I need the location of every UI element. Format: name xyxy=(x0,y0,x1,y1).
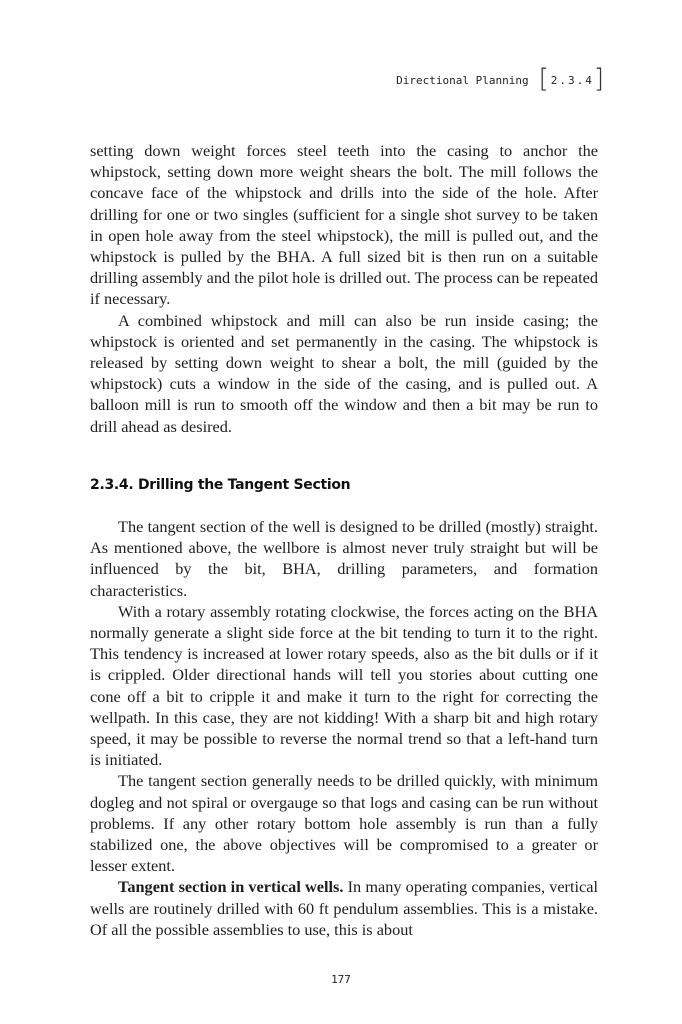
paragraph-tangent-drilling: The tangent section generally needs to be drilled quickly, with minimum dogleg and not spiral or overgauge so that logs and casing can be run without problems. If any other rotary bottom hole assembly is run than a fully stabilized one, the above objectives will be compromised to a greater or lesser extent. xyxy=(90,771,598,876)
close-bracket-glyph: ] xyxy=(593,64,606,94)
text-block-tangent xyxy=(90,516,598,940)
open-bracket-glyph: [ xyxy=(538,64,551,94)
paragraph-vertical-wells xyxy=(90,876,598,940)
text-block-whipstock xyxy=(90,140,598,437)
paragraph-whipstock-continued: setting down weight forces steel teeth into the casing to anchor the whipstock, setting down more weight shears the bolt. The mill follows the concave face of the whipstock and drills into the side of the hole. After drilling for one or two singles (sufficient for a single shot survey to be taken in open hole away from the steel whipstock), the mill is pulled out, and the whipstock is pulled by the BHA. A full sized bit is then run on a suitable drilling assembly and the pilot hole is drilled out. The process can be repeated if necessary. xyxy=(90,141,598,309)
paragraph-vertical-wells-text: In many operating companies, vertical wells are routinely drilled with 60 ft pendulum assemblies. This is a mistake. Of all the possible assemblies to use, this is about xyxy=(90,877,599,939)
paragraph-tangent-intro: The tangent section of the well is designed to be drilled (mostly) straight. As mentioned above, the wellbore is almost never truly straight but will be influenced by the bit, BHA, drilling parameters, and formation characteristics. xyxy=(90,517,598,600)
paragraph-combined-whipstock: A combined whipstock and mill can also be run inside casing; the whipstock is oriented and set permanently in the casing. The whipstock is released by setting down weight to shear a bolt, the mill (guided by the whipstock) cuts a window in the side of the casing, and is pulled out. A balloon mill is run to smooth off the window and then a bit may be run to drill ahead as desired. xyxy=(90,310,598,436)
page-number: 177 xyxy=(331,973,351,986)
running-head-title: Directional Planning xyxy=(396,73,529,87)
running-head-section xyxy=(538,64,606,94)
running-head-section-number: 2.3.4 xyxy=(550,73,594,87)
paragraph-rotary-assembly: With a rotary assembly rotating clockwise, the forces acting on the BHA normally generate a slight side force at the bit tending to turn it to the right. This tendency is increased at lower rotary speeds, also as the bit dulls or if it is crippled. Older directional hands will tell you stories about cutting one cone off a bit to cripple it and make it turn to the right for correcting the wellpath. In this case, they are not kidding! With a sharp bit and high rotary speed, it may be possible to reverse the normal trend so that a left-hand turn is initiated. xyxy=(90,601,598,770)
run-in-heading: Tangent section in vertical wells. xyxy=(118,877,344,897)
section-heading: 2.3.4. Drilling the Tangent Section xyxy=(90,477,351,493)
running-head xyxy=(396,64,606,94)
